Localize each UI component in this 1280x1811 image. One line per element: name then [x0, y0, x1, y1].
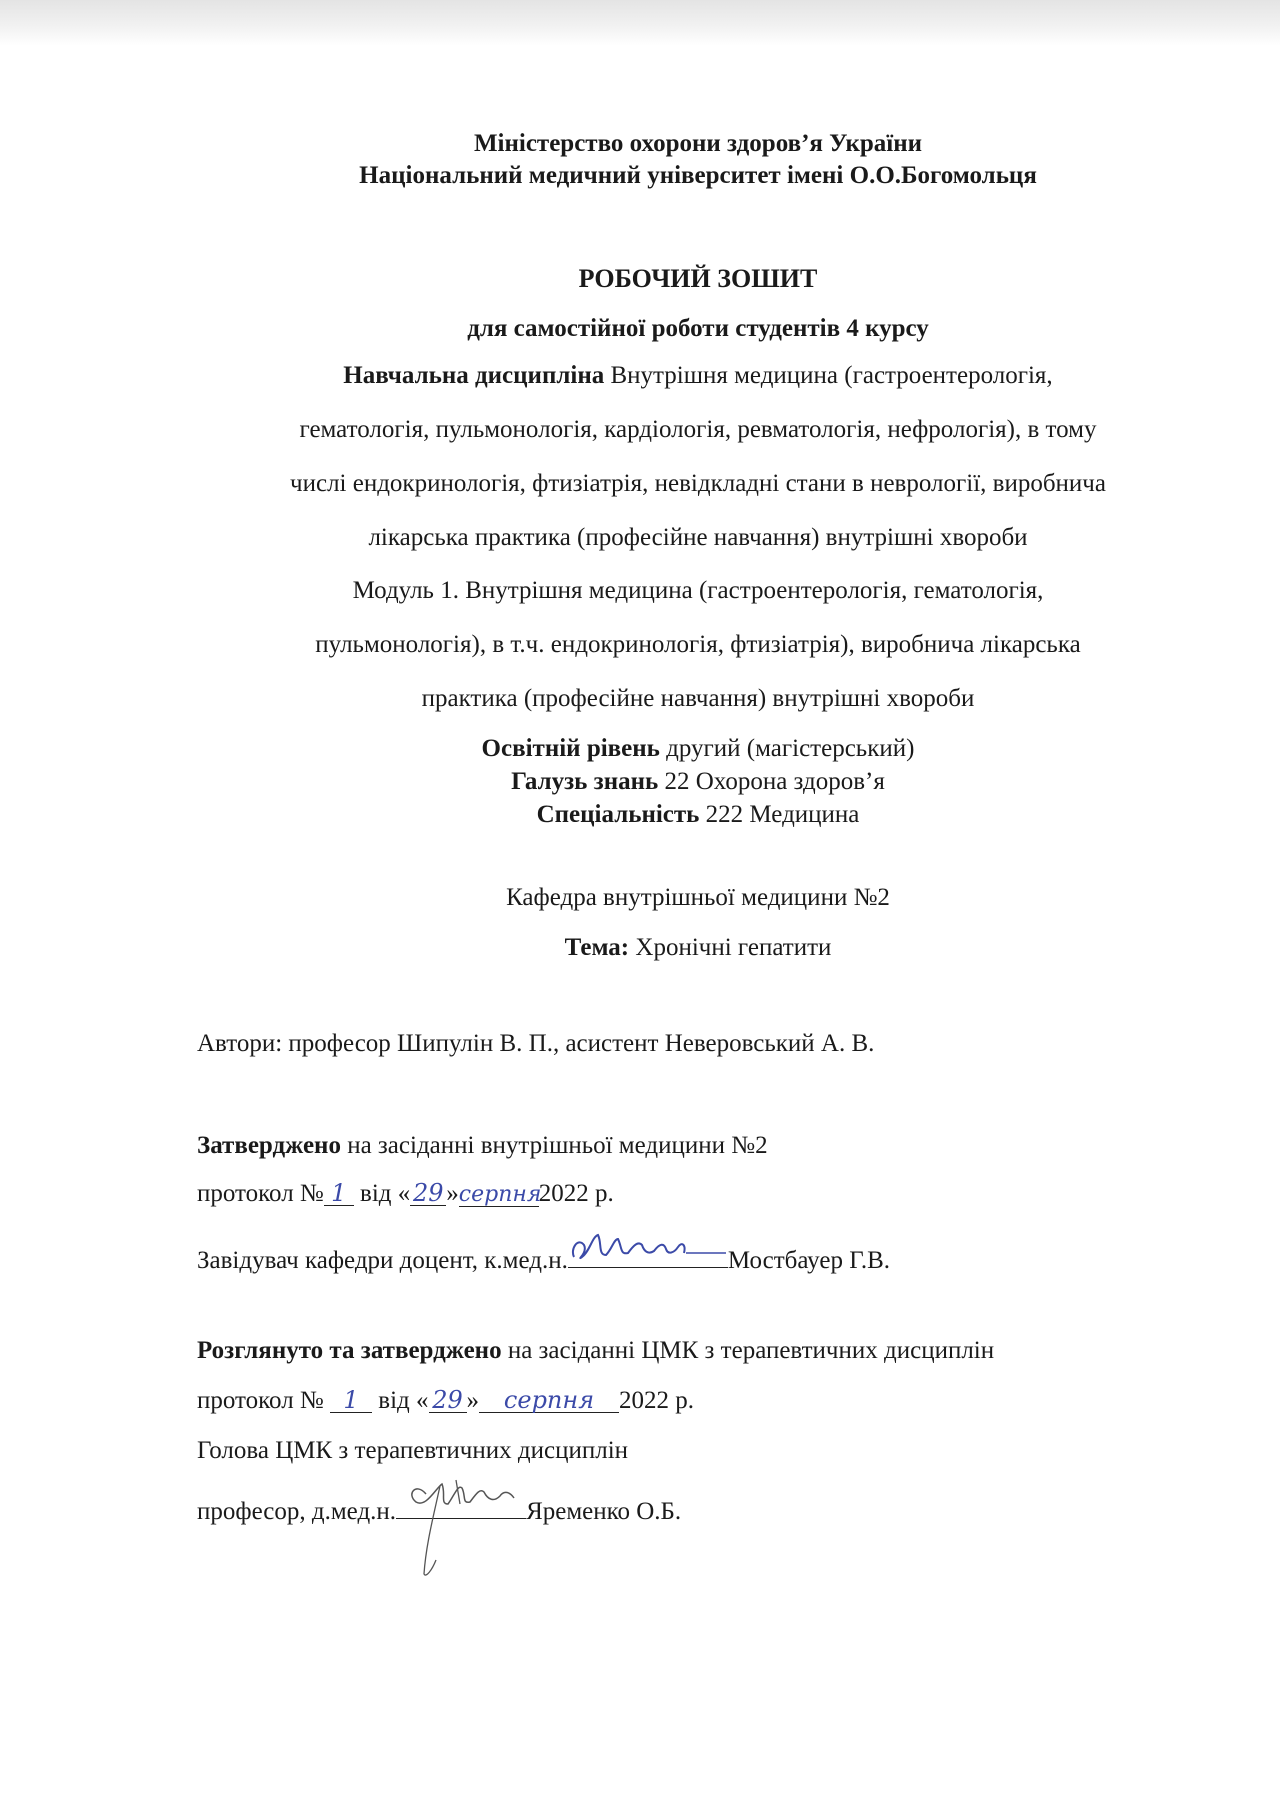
chair-name: Яременко О.Б. [526, 1498, 682, 1525]
protocol-prefix: протокол № [197, 1180, 324, 1207]
topic [58, 934, 1280, 962]
head-title: Завідувач кафедри доцент, к.мед.н. [197, 1247, 568, 1274]
module-line-2: пульмонологія), в т.ч. ендокринологія, фтизіатрія), виробнича лікарська [315, 631, 1081, 658]
signature-1-icon [568, 1227, 728, 1267]
module-line-1: Модуль 1. Внутрішня медицина (гастроентерологія, гематологія, [352, 577, 1044, 604]
document-subtitle: для самостійної роботи студентів 4 курсу [467, 315, 929, 342]
protocol-2-prefix: протокол № [197, 1387, 324, 1414]
authors: Автори: професор Шипулін В. П., асистент Неверовський А. В. [197, 1030, 875, 1057]
discipline-line-4: лікарська практика (професійне навчання) внутрішні хвороби [368, 524, 1028, 551]
chair-degree: професор, д.мед.н. [197, 1498, 397, 1525]
discipline-line-2: гематологія, пульмонологія, кардіологія, ревматологія, нефрологія), в тому [299, 416, 1097, 443]
education-level-label: Освітній рівень [481, 735, 660, 762]
date-suffix: 2022 р. [538, 1180, 614, 1207]
approval-1-protocol [197, 1180, 614, 1208]
knowledge-field-value: 22 Охорона здоров’я [664, 768, 885, 795]
signature-2-icon [396, 1474, 536, 1584]
module-line-3: практика (професійне навчання) внутрішні хвороби [421, 685, 975, 712]
education-level-value: другий (магістерський) [666, 735, 915, 762]
education-level [58, 735, 1280, 763]
approval-1-text: на засіданні внутрішньої медицини №2 [347, 1132, 768, 1159]
specialty-value: 222 Медицина [705, 801, 860, 828]
topic-label: Тема: [564, 934, 630, 961]
date-2-day-handwritten: 29 [429, 1388, 467, 1413]
cmk-chair-title: Голова ЦМК з терапевтичних дисциплін [197, 1437, 629, 1464]
date-day-handwritten: 29 [410, 1181, 446, 1206]
knowledge-field [58, 768, 1280, 796]
discipline-line-3: числі ендокринологія, фтизіатрія, невідкладні стани в неврології, виробнича [290, 470, 1106, 497]
university-heading: Національний медичний університет імені О.О.Богомольця [359, 162, 1037, 189]
date-month-handwritten: серпня [458, 1182, 542, 1207]
date-2-mid: » [466, 1387, 480, 1414]
document-title: РОБОЧИЙ ЗОШИТ [578, 264, 818, 293]
discipline-label: Навчальна дисципліна [343, 362, 605, 389]
approval-2-protocol [197, 1387, 694, 1415]
date-prefix: від « [360, 1180, 411, 1207]
department-name: Кафедра внутрішньої медицини №2 [506, 884, 890, 911]
head-signature [568, 1233, 728, 1268]
approval-2-line [197, 1337, 994, 1365]
approval-2-label: Розглянуто та затверджено [197, 1337, 502, 1364]
date-2-prefix: від « [378, 1387, 429, 1414]
protocol-number-handwritten: 1 [324, 1181, 354, 1206]
approval-2-chair [197, 1488, 681, 1526]
specialty [58, 801, 1280, 829]
head-name: Мостбауер Г.В. [727, 1247, 890, 1274]
approval-1-label: Затверджено [197, 1132, 341, 1159]
discipline-text-1: Внутрішня медицина (гастроентерологія, [610, 362, 1053, 389]
ministry-heading: Міністерство охорони здоров’я України [473, 130, 923, 157]
specialty-label: Спеціальність [536, 801, 700, 828]
date-2-month-handwritten: серпня [479, 1388, 619, 1413]
discipline-line-1 [58, 362, 1280, 390]
date-2-suffix: 2022 р. [619, 1387, 695, 1414]
date-mid: » [446, 1180, 459, 1207]
protocol-2-number-handwritten: 1 [330, 1388, 372, 1413]
approval-1-line [197, 1132, 768, 1160]
topic-value: Хронічні гепатити [635, 934, 832, 961]
approval-2-text: на засіданні ЦМК з терапевтичних дисциплін [507, 1337, 995, 1364]
knowledge-field-label: Галузь знань [511, 768, 659, 795]
chair-signature [396, 1488, 526, 1519]
approval-1-head [197, 1233, 890, 1275]
